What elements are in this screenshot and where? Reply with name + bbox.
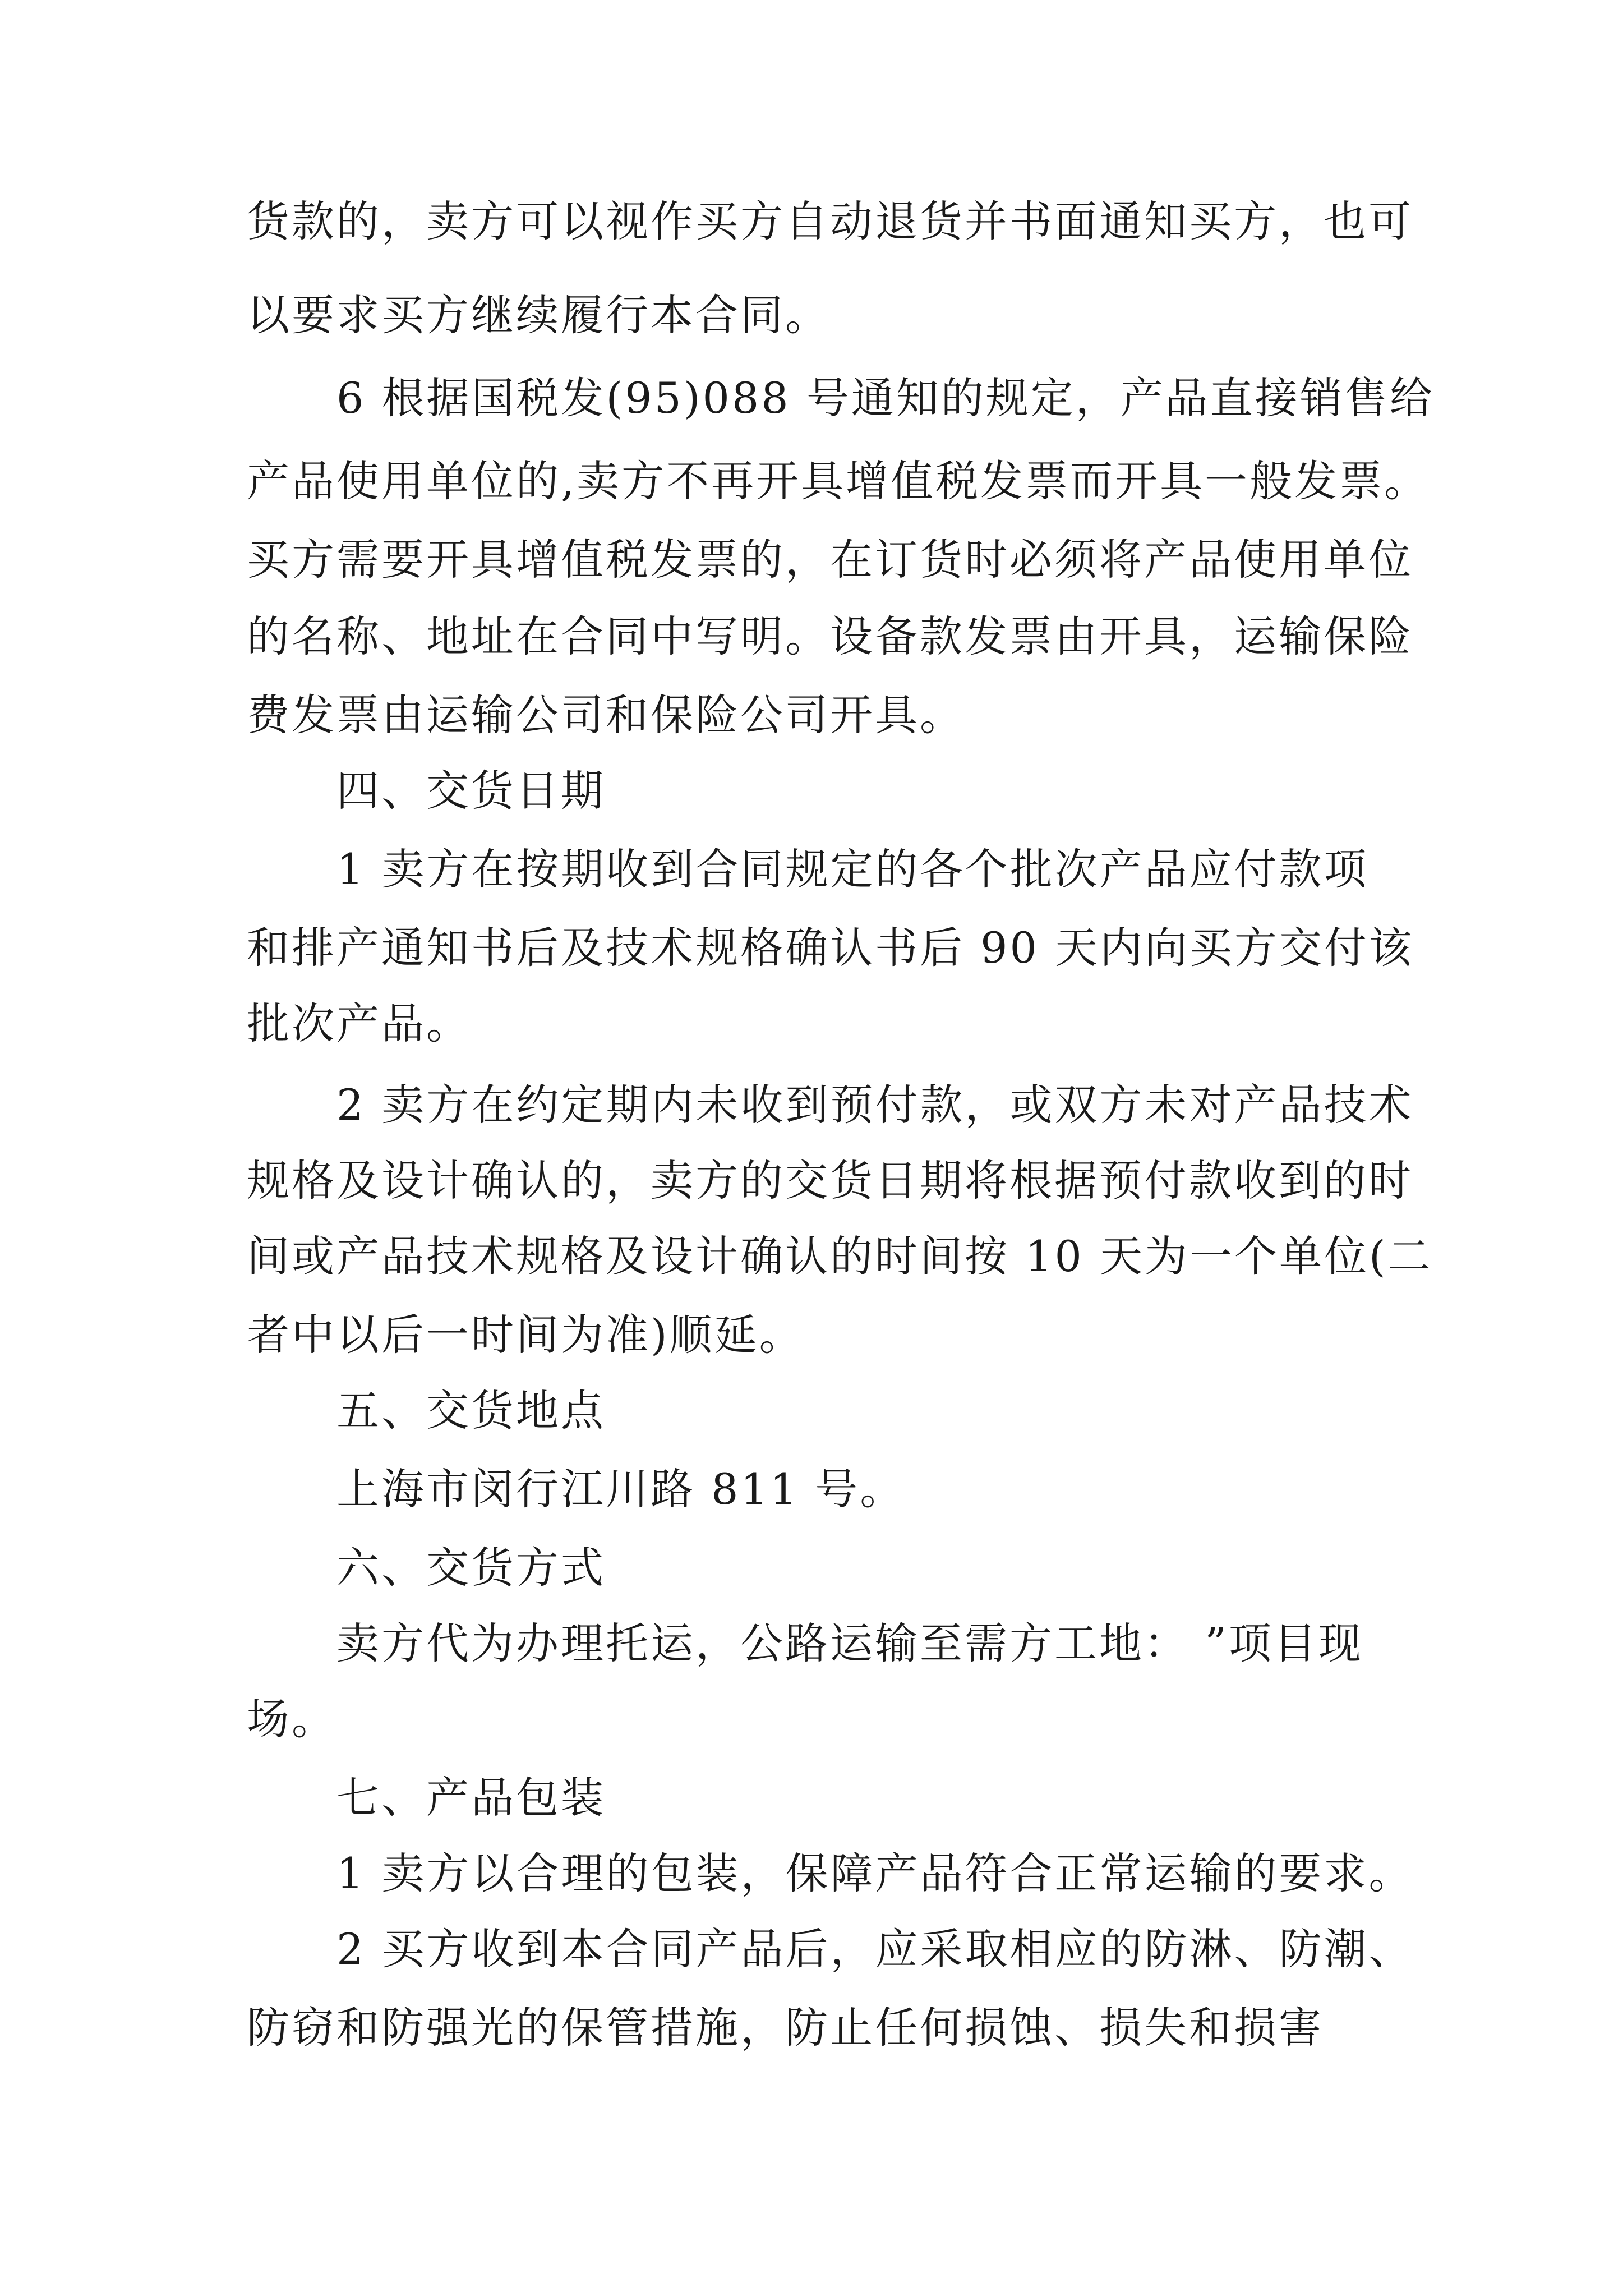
text-line: 批次产品。 [247,999,471,1048]
text-line: 2 卖方在约定期内未收到预付款，或双方未对产品技术 [336,1080,1414,1130]
text-line: 卖方代为办理托运，公路运输至需方工地： ”项目现 [336,1618,1364,1668]
text-line: 防窃和防强光的保管措施，防止任何损蚀、损失和损害 [247,2003,1324,2053]
text-line: 以要求买方继续履行本合同。 [247,290,830,340]
text-line: 场。 [247,1694,336,1744]
text-line: 2 买方收到本合同产品后，应采取相应的防淋、防潮、 [336,1924,1414,1974]
text-line: 货款的，卖方可以视作买方自动退货并书面通知买方，也可 [247,196,1413,246]
section-heading: 六、交货方式 [336,1543,606,1593]
text-line: 和排产通知书后及技术规格确认书后 90 天内向买方交付该 [247,923,1414,973]
text-line: 1 卖方以合理的包装，保障产品符合正常运输的要求。 [336,1848,1414,1898]
section-heading: 四、交货日期 [336,766,606,816]
text-line: 费发票由运输公司和保险公司开具。 [247,690,965,740]
text-line: 者中以后一时间为准)顺延。 [247,1310,804,1360]
text-line: 规格及设计确认的，卖方的交货日期将根据预付款收到的时 [247,1156,1413,1205]
text-line: 间或产品技术规格及设计确认的时间按 10 天为一个单位(二 [247,1231,1433,1281]
text-line: 买方需要开具增值税发票的，在订货时必须将产品使用单位 [247,535,1413,585]
text-line: 的名称、地址在合同中写明。设备款发票由开具，运输保险 [247,611,1413,661]
section-heading: 五、交货地点 [336,1386,606,1435]
text-line: 1 卖方在按期收到合同规定的各个批次产品应付款项 [336,844,1369,894]
section-heading: 七、产品包装 [336,1773,606,1823]
text-line: 6 根据国税发(95)088 号通知的规定，产品直接销售给 [336,373,1435,423]
text-line: 产品使用单位的,卖方不再开具增值税发票而开具一般发票。 [247,456,1430,506]
text-line: 上海市闵行江川路 811 号。 [336,1464,905,1514]
